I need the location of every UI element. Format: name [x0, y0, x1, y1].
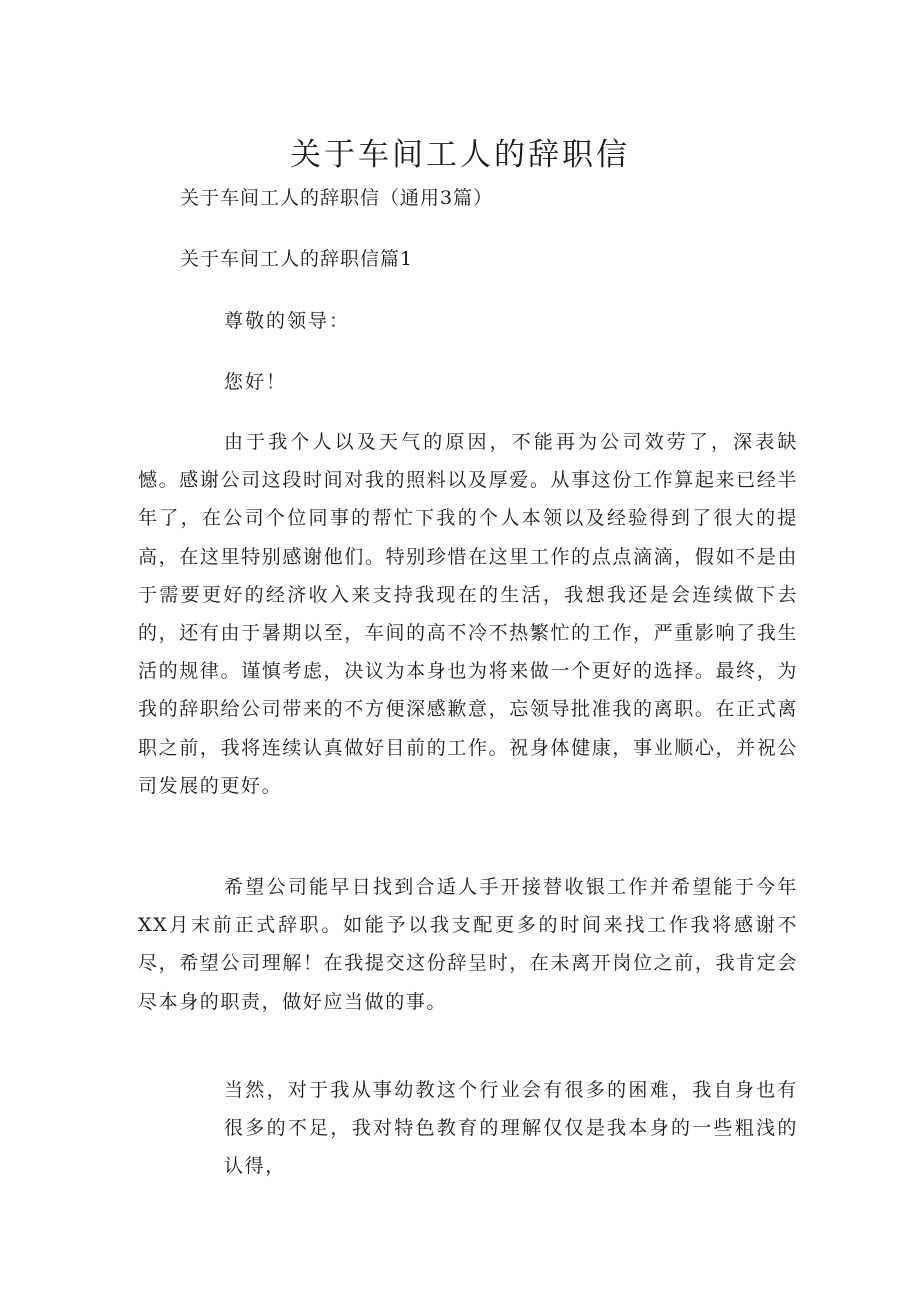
document-title: 关于车间工人的辞职信 — [290, 136, 630, 173]
body-paragraph-3: 当然，对于我从事幼教这个行业会有很多的困难，我自身也有很多的不足，我对特色教育的理解仅仅是我本身的一些粗浅的认得， — [224, 1079, 798, 1178]
salutation: 尊敬的领导： — [224, 310, 351, 332]
greeting: 您好！ — [224, 371, 288, 393]
document-subtitle: 关于车间工人的辞职信（通用3篇） — [180, 187, 494, 209]
body-paragraph-1: 由于我个人以及天气的原因，不能再为公司效劳了，深表缺憾。感谢公司这段时间对我的照料以及厚爱。从事这份工作算起来已经半年了，在公司个位同事的帮忙下我的个人本领以及经验得到了很大的提高，在这里特别感谢他们。特别珍惜在这里工作的点点滴滴，假如不是由于需要更好的经济收入来支持我现在的生活，我想我还是会连续做下去的，还有由于暑期以至，车间的高不冷不热繁忙的工作，严重影响了我生活的规律。谨慎考虑，决议为本身也为将来做一个更好的选择。最终，为我的辞职给公司带来的不方便深感歉意，忘领导批准我的离职。在正式离职之前，我将连续认真做好目前的工作。祝身体健康，事业顺心，并祝公司发展的更好。 — [138, 431, 798, 797]
part-heading: 关于车间工人的辞职信篇1 — [180, 248, 414, 270]
body-paragraph-2: 希望公司能早日找到合适人手开接替收银工作并希望能于今年XX月末前正式辞职。如能予以我支配更多的时间来找工作我将感谢不尽，希望公司理解！在我提交这份辞呈时，在未离开岗位之前，我肯定会尽本身的职责，做好应当做的事。 — [138, 876, 798, 1013]
